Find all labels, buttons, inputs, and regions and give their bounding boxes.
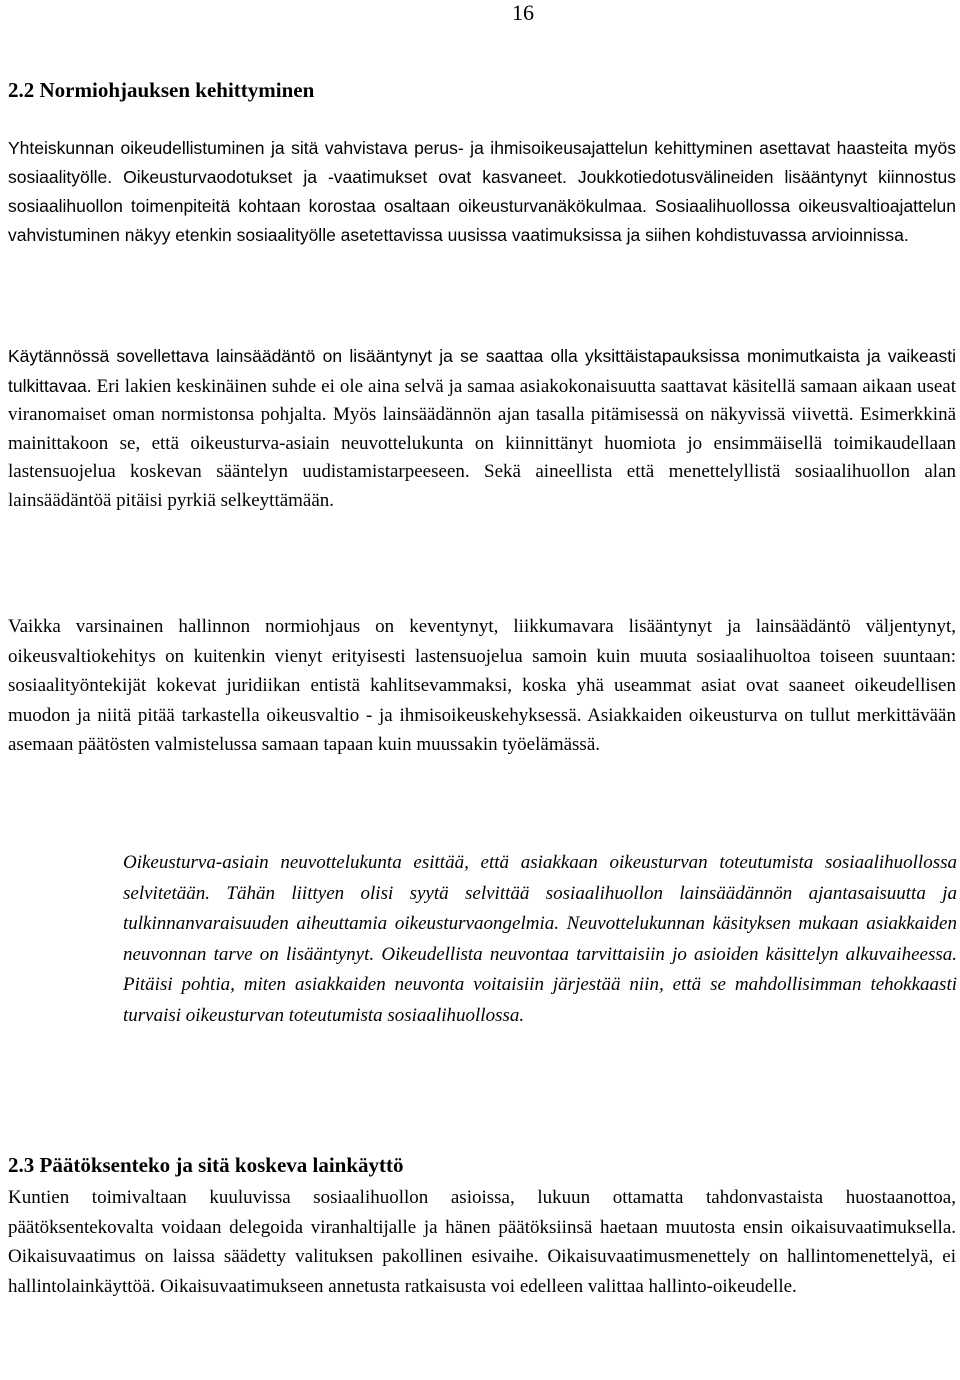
paragraph-lainsaadanto-rest: Eri lakien keskinäinen suhde ei ole aina selvä ja samaa asiakokonaisuutta saattavat käsitellä samaan aikaan useat viranomaiset oman normistonsa pohjalta. Myös lainsäädännön ajan tasalla pitämisessä on näkyvissä viivettä. Esimerkkinä mainittakoon se, että oikeusturva-asiain neuvottelukunta on kiinnittänyt huomiota jo ensimmäisellä toimikaudellaan lastensuojelua koskevan sääntelyn uudistamistarpeeseen. Sekä aineellista että menettelyllistä sosiaalihuollon alan lainsäädäntöä pitäisi pyrkiä selkeyttämään. — [8, 375, 956, 511]
paragraph-normiohjaus: Vaikka varsinainen hallinnon normiohjaus on keventynyt, liikkumavara lisääntynyt ja lainsäädäntö väljentynyt, oikeusvaltiokehitys on kuitenkin vienyt erityisesti lastensuojelua samoin kuin muuta sosiaalihuoltoa toiseen suuntaan: sosiaalityöntekijät kokevat juridiikan entistä kahlitsevammaksi, koska yhä useammat asiat ovat saaneet oikeudellisen muodon ja niitä pitää tarkastella oikeusvaltio - ja ihmisoikeuskehyksessä. Asiakkaiden oikeusturva on tullut merkittävään asemaan päätösten valmistelussa samaan tapaan kuin muussakin työelämässä. — [8, 616, 956, 755]
section-heading-2-2: 2.2 Normiohjauksen kehittyminen — [8, 78, 315, 102]
paragraph-lainsaadanto — [8, 342, 956, 515]
paragraph-oikeudellistuminen: Yhteiskunnan oikeudellistuminen ja sitä vahvistava perus- ja ihmisoikeusajattelun kehittyminen asettavat haasteita myös sosiaalityölle. Oikeusturvaodotukset ja -vaatimukset ovat kasvaneet. Joukkotiedotusvälineiden lisääntynyt kiinnostus sosiaalihuollon toimenpiteitä kohtaan korostaa osaltaan oikeusturvanäkökulmaa. Sosiaalihuollossa oikeusvaltioajattelun vahvistuminen näkyy etenkin sosiaalityölle asetettavissa uusissa vaatimuksissa ja siihen kohdistuvassa arvioinnissa. — [8, 138, 956, 245]
paragraph-lainsaadanto-lead: Käytännössä sovellettava lainsäädäntö on lisääntynyt ja se saattaa olla yksittäistapauksissa monimutkaista ja vaikeasti tulkittavaa. — [8, 346, 956, 396]
section-heading-2-3: 2.3 Päätöksenteko ja sitä koskeva lainkäyttö — [8, 1153, 404, 1177]
page-number: 16 — [512, 0, 534, 25]
paragraph-paatoksenteko: Kuntien toimivaltaan kuuluvissa sosiaalihuollon asioissa, lukuun ottamatta tahdonvastaista huostaanottoa, päätöksentekovalta voidaan delegoida viranhaltijalle ja hänen päätöksiinsä haetaan muutosta ensin oikaisuvaatimuksella. Oikaisuvaatimus on laissa säädetty valituksen pakollinen esivaihe. Oikaisuvaatimusmenettely on hallintomenettelyä, ei hallintolainkäyttöä. Oikaisuvaatimukseen annetusta ratkaisusta voi edelleen valittaa hallinto-oikeudelle. — [8, 1187, 956, 1297]
block-quote-neuvottelukunta: Oikeusturva-asiain neuvottelukunta esittää, että asiakkaan oikeusturvan toteutumista sosiaalihuollossa selvitetään. Tähän liittyen olisi syytä selvittää sosiaalihuollon lainsäädännön ajantasaisuutta ja tulkinnanvaraisuuden aiheuttamia oikeusturvaongelmia. Neuvottelukunnan käsityksen mukaan asiakkaiden neuvonnan tarve on lisääntynyt. Oikeudellista neuvontaa tarvittaisiin jo asioiden käsittelyn alkuvaiheessa. Pitäisi pohtia, miten asiakkaiden neuvonta voitaisiin järjestää niin, että se mahdollisimman tehokkaasti turvaisi oikeusturvan toteutumista sosiaalihuollossa. — [123, 852, 957, 1026]
